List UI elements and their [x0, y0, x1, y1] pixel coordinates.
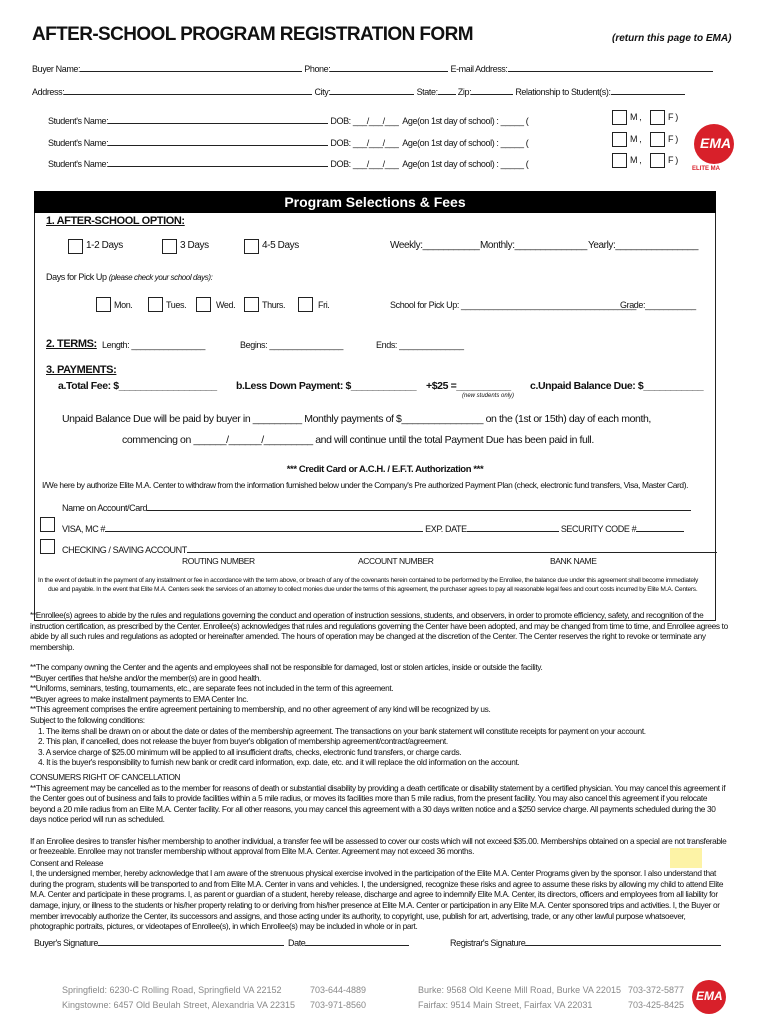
kingstowne-phone: 703-971-8560 [310, 1000, 367, 1010]
phone-label: Phone: [304, 64, 331, 74]
entire-agreement-paragraph: **This agreement comprises the entire agreement pertaining to membership, and no other agreement of any kind will be recognized by us. [30, 704, 491, 715]
days-1-2-checkbox[interactable] [68, 239, 83, 254]
consent-paragraph: I, the undersigned member, hereby acknowledge that I am aware of the strenuous physical exercise involved in the participation of the Elite M.A. Center Programs given by the sponsor. I also understand that during the program, students will be transported to and from Elite M.A. Center in vans and vehicles. I, the undersigned, recognize these risks and agree to assume these risks by allowing my child to attend Elite M.A. Center and participate in these programs. I, as parent or guardian of a student, hereby release, discharge and agree to indemnify Elite M.A. Center, its directors, officers and employees from all liability for damage, injury, or illness to the students or his/her property relating to or deriving from his/her presence at Elite M.A. Center or participation in any Elite M.A. Center sponsored trips and activities. I, the Buyer or member irrevocably authorize the Center, its successors and assigns, and those acting under its authority, to copyright, use, publish for art, advertising, trade, or any other lawful purpose whatsoever, photographic portraits, pictures, or videotapes of Enrollee(s), in which Enrollee(s) may be included in whole or in part. [30, 868, 724, 932]
routing-number-label: ROUTING NUMBER [182, 556, 255, 566]
springfield-address: Springfield: 6230-C Rolling Road, Springfield VA 22152 [62, 985, 282, 995]
authorization-heading: *** Credit Card or A.C.H. / E.F.T. Authorization *** [286, 464, 484, 475]
registrar-signature-field[interactable]: Registrar's Signature [450, 934, 721, 948]
installment-terms-line[interactable]: Unpaid Balance Due will be paid by buyer in _________ Monthly payments of $_______________ on the (1st or 15th) day of each month, [62, 413, 651, 425]
checking-account-field[interactable]: CHECKING / SAVING ACCOUNT [62, 541, 717, 555]
terms-begins-field[interactable]: Begins: ________________ [240, 340, 344, 350]
condition-item: 1. The items shall be drawn on or about the date or dates of the membership agreement. The transactions on your bank statement will constitute receipts for payment on your account. [38, 725, 646, 736]
initials-highlight[interactable] [670, 848, 702, 868]
rules-paragraph: **Enrollee(s) agrees to abide by the rules and regulations governing the conduct and operation of instruction sessions, students, and observers, in order to promote efficiency, safety, and recognition of the instruction certification, as prescribed by the Center. Enrollee(s) acknowledges that rules and regulations governing the Center have been adopted, and may be changed from time to time, and Enrollee agrees to abide by all such rules and regulations as adopted or hereinafter amended. The hours of operation may be changed at the discretion of the Center. The Center reserves the right to revoke or terminate any membership. [30, 610, 728, 652]
terms-ends-field[interactable]: Ends: ______________ [376, 340, 464, 350]
form-border-left [34, 213, 35, 620]
wed-checkbox[interactable] [196, 297, 211, 312]
terms-heading: 2. TERMS: [46, 338, 97, 350]
commencement-line[interactable]: commencing on ______/______/_________ and will continue until the total Payment Due has been paid in full. [122, 434, 594, 446]
new-student-fee-field[interactable]: +$25 =__________ [426, 380, 511, 392]
student3-male-checkbox[interactable] [612, 153, 627, 168]
city-label: City: [314, 87, 331, 97]
option-heading: 1. AFTER-SCHOOL OPTION: [46, 215, 185, 227]
authorization-text: I/We here by authorize Elite M.A. Center to withdraw from the information furnished below under the Company's Pre authorized Payment Plan (check, electronic fund transfers, Visa, Master Card). [42, 480, 689, 490]
liability-paragraph: **The company owning the Center and the agents and employees shall not be responsible for damaged, lost or stolen articles, inside or outside the facility. [30, 662, 543, 672]
total-fee-field[interactable]: a.Total Fee: $__________________ [58, 380, 217, 392]
checking-saving-checkbox[interactable] [40, 539, 55, 554]
condition-item: 4. It is the buyer's responsibility to furnish new bank or credit card information, exp. date, etc. and it will replace the old information on the account. [38, 757, 520, 768]
visa-mc-checkbox[interactable] [40, 517, 55, 532]
terms-length-field[interactable]: Length: ________________ [102, 340, 206, 350]
condition-item: 2. This plan, if cancelled, does not release the buyer from buyer's obligation of membership agreement/contract/agreement. [38, 736, 448, 747]
conditions-heading: Subject to the following conditions: [30, 714, 145, 725]
consent-heading: Consent and Release [30, 857, 104, 868]
fri-checkbox[interactable] [298, 297, 313, 312]
installments-paragraph: **Buyer agrees to make installment payments to EMA Center Inc. [30, 693, 249, 704]
down-payment-field[interactable]: b.Less Down Payment: $____________ [236, 380, 417, 392]
grade-field[interactable]: Grade:___________ [620, 300, 696, 310]
fees-paragraph: **Uniforms, seminars, testing, tournaments, etc., are separate fees not included in the term of this agreement. [30, 683, 394, 694]
account-name-field[interactable]: Name on Account/Card [62, 499, 691, 513]
default-clause-1: In the event of default in the payment of any installment or fee in accordance with the term above, or breach of any of the covenants herein contained to be performed by the Enrollee, the balance due under this agreement shall become immediately [38, 577, 699, 584]
kingstowne-address: Kingstowne: 6457 Old Beulah Street, Alexandria VA 22315 [62, 1000, 295, 1010]
student-row[interactable]: Student's Name: DOB: ___/___/___ Age(on 1st day of school) : _____ ( [48, 155, 528, 169]
cancellation-heading: CONSUMERS RIGHT OF CANCELLATION [30, 771, 181, 782]
state-label: State: [416, 87, 438, 97]
days-4-5-checkbox[interactable] [244, 239, 259, 254]
date-field[interactable]: Date [288, 934, 409, 948]
student-row[interactable]: Student's Name: DOB: ___/___/___ Age(on 1st day of school) : _____ ( [48, 134, 528, 148]
yearly-fee-field[interactable]: Yearly:________________ [588, 240, 698, 251]
health-paragraph: **Buyer certifies that he/she and/or the member(s) are in good health. [30, 672, 261, 683]
school-pickup-field[interactable]: School for Pick Up: ______________________________________ [390, 300, 637, 310]
return-note: (return this page to EMA) [612, 33, 732, 44]
days-3-checkbox[interactable] [162, 239, 177, 254]
springfield-phone: 703-644-4889 [310, 985, 367, 995]
form-border-right [715, 213, 716, 620]
relationship-label: Relationship to Student(s): [515, 87, 611, 97]
fairfax-address: Fairfax: 9514 Main Street, Fairfax VA 22031 [418, 1000, 593, 1010]
buyer-signature-field[interactable]: Buyer's Signature [34, 934, 284, 948]
student3-female-checkbox[interactable] [650, 153, 665, 168]
weekly-fee-field[interactable]: Weekly:___________ [390, 240, 480, 251]
days-3-label: 3 Days [180, 240, 209, 251]
address-label: Address: [32, 87, 65, 97]
thurs-checkbox[interactable] [244, 297, 259, 312]
fairfax-phone: 703-425-8425 [628, 1000, 685, 1010]
card-number-field[interactable]: VISA, MC # EXP. DATE SECURITY CODE # [62, 520, 684, 534]
days-1-2-label: 1-2 Days [86, 240, 123, 251]
tues-checkbox[interactable] [148, 297, 163, 312]
student2-female-checkbox[interactable] [650, 132, 665, 147]
unpaid-balance-field[interactable]: c.Unpaid Balance Due: $___________ [530, 380, 704, 392]
email-label: E-mail Address: [450, 64, 508, 74]
burke-address: Burke: 9568 Old Keene Mill Road, Burke VA 22015 [418, 985, 621, 995]
form-title: AFTER-SCHOOL PROGRAM REGISTRATION FORM [32, 24, 473, 45]
pickup-days-label: Days for Pick Up (please check your school days): [46, 272, 213, 282]
ema-logo-icon: EMA [694, 124, 734, 164]
monthly-fee-field[interactable]: Monthly:______________ [480, 240, 587, 251]
burke-phone: 703-372-5877 [628, 985, 685, 995]
student1-female-checkbox[interactable] [650, 110, 665, 125]
address-field[interactable] [32, 83, 685, 97]
buyer-name-field[interactable] [32, 60, 713, 74]
bank-name-label: BANK NAME [550, 556, 597, 566]
student1-male-checkbox[interactable] [612, 110, 627, 125]
default-clause-2: due and payable. In the event that Elite M.A. Centers seek the services of an attorney to collect monies due under the terms of this agreement, the purchaser agrees to pay all reasonable legal fees and court costs incurred by Elite M.A. Centers. [48, 586, 698, 593]
days-4-5-label: 4-5 Days [262, 240, 299, 251]
ema-footer-logo-icon: EMA [692, 980, 726, 1014]
buyer-name-label: Buyer Name: [32, 64, 81, 74]
mon-checkbox[interactable] [96, 297, 111, 312]
payments-heading: 3. PAYMENTS: [46, 364, 117, 376]
program-banner: Program Selections & Fees [34, 191, 716, 213]
student-row[interactable]: Student's Name: DOB: ___/___/___ Age(on 1st day of school) : _____ ( [48, 112, 528, 126]
condition-item: 3. A service charge of $25.00 minimum will be applied to all insufficient drafts, checks, electronic fund transfers, or charge cards. [38, 746, 462, 757]
zip-label: Zip: [457, 87, 472, 97]
transfer-paragraph: If an Enrollee desires to transfer his/her membership to another individual, a transfer fee will be assessed to cover our costs which will not exceed $35.00. Memberships obtained on a special are not transferable or freezeable. Enrollee may not transfer membership without approval from Elite M.A. Center. Agreement may not exceed 36 months. [30, 835, 727, 857]
terms-conditions [30, 610, 730, 944]
logo-caption: ELITE MA [692, 166, 720, 172]
student2-male-checkbox[interactable] [612, 132, 627, 147]
new-students-note: (new students only) [462, 393, 515, 399]
account-number-label: ACCOUNT NUMBER [358, 556, 434, 566]
cancellation-paragraph: **This agreement may be cancelled as to the member for reasons of death or substantial disability by providing a death certificate or disability statement by a certified physician. You may cancel this agreement if the Center goes out of business and fails to provide facilities within a 5 mile radius, or moves its facilities more than 5 mile radius, from the present facility. You may also cancel this agreement if you relocate beyond a 20 mile radius from an Elite M.A. Center facility. For all other reasons, you may cancel this agreement with a 30 days written notice and a $250 service charge. All payments scheduled during the 30 days notice period will run as scheduled. [30, 782, 726, 825]
